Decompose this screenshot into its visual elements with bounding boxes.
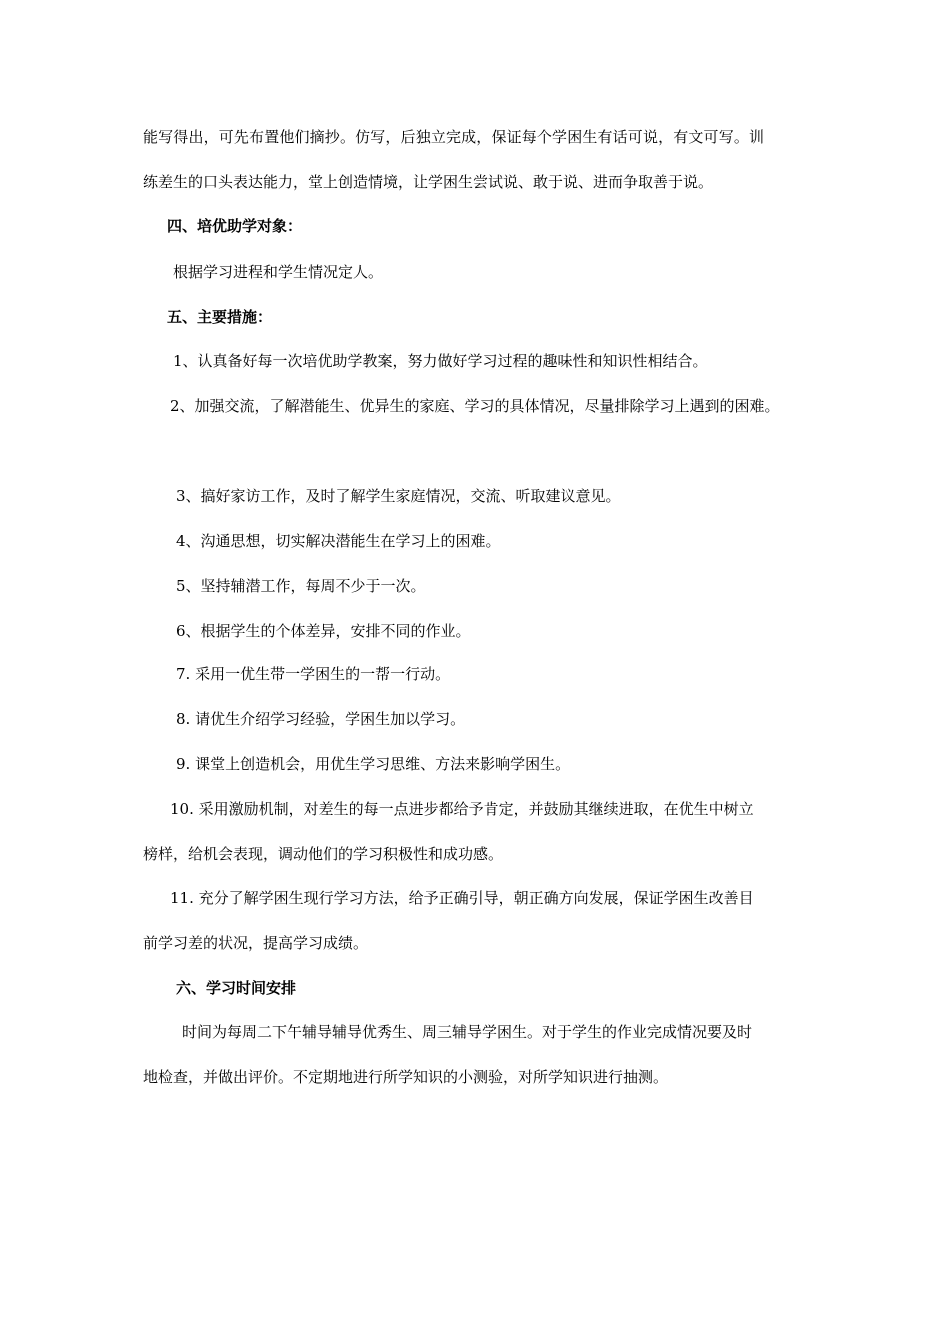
measure-item-10-line-2: 榜样，给机会表现，调动他们的学习积极性和成功感。 bbox=[143, 845, 504, 863]
intro-line-1: 能写得出，可先布置他们摘抄。仿写，后独立完成，保证每个学困生有话可说，有文可写。训 bbox=[143, 128, 765, 146]
measure-item-4: 4、沟通思想，切实解决潜能生在学习上的困难。 bbox=[176, 532, 501, 550]
section-6-line-1: 时间为每周二下午辅导辅导优秀生、周三辅导学困生。对于学生的作业完成情况要及时 bbox=[182, 1023, 753, 1041]
section-6-heading: 六、学习时间安排 bbox=[176, 979, 297, 997]
measure-item-1: 1、认真备好每一次培优助学教案，努力做好学习过程的趣味性和知识性相结合。 bbox=[173, 352, 708, 370]
section-4-heading: 四、培优助学对象： bbox=[167, 217, 303, 235]
section-5-heading: 五、主要措施： bbox=[167, 308, 273, 326]
measure-item-5: 5、坚持辅潜工作，每周不少于一次。 bbox=[176, 577, 426, 595]
measure-item-6: 6、根据学生的个体差异，安排不同的作业。 bbox=[176, 622, 471, 640]
measure-item-11-line-2: 前学习差的状况，提高学习成绩。 bbox=[143, 934, 369, 952]
section-6-line-2: 地检查，并做出评价。不定期地进行所学知识的小测验，对所学知识进行抽测。 bbox=[143, 1068, 669, 1086]
measure-item-9: 9. 课堂上创造机会，用优生学习思维、方法来影响学困生。 bbox=[176, 755, 571, 773]
intro-line-2: 练差生的口头表达能力，堂上创造情境，让学困生尝试说、敢于说、进而争取善于说。 bbox=[143, 173, 714, 191]
measure-item-11-line-1: 11. 充分了解学困生现行学习方法，给予正确引导，朝正确方向发展，保证学困生改善目 bbox=[170, 889, 754, 907]
measure-item-10-line-1: 10. 采用激励机制，对差生的每一点进步都给予肯定，并鼓励其继续进取，在优生中树立 bbox=[170, 800, 754, 818]
measure-item-2: 2、加强交流，了解潜能生、优异生的家庭、学习的具体情况，尽量排除学习上遇到的困难。 bbox=[170, 397, 780, 415]
section-4-body: 根据学习进程和学生情况定人。 bbox=[173, 263, 384, 281]
measure-item-7: 7. 采用一优生带一学困生的一帮一行动。 bbox=[176, 665, 451, 683]
measure-item-3: 3、搞好家访工作，及时了解学生家庭情况，交流、听取建议意见。 bbox=[176, 487, 621, 505]
measure-item-8: 8. 请优生介绍学习经验，学困生加以学习。 bbox=[176, 710, 466, 728]
